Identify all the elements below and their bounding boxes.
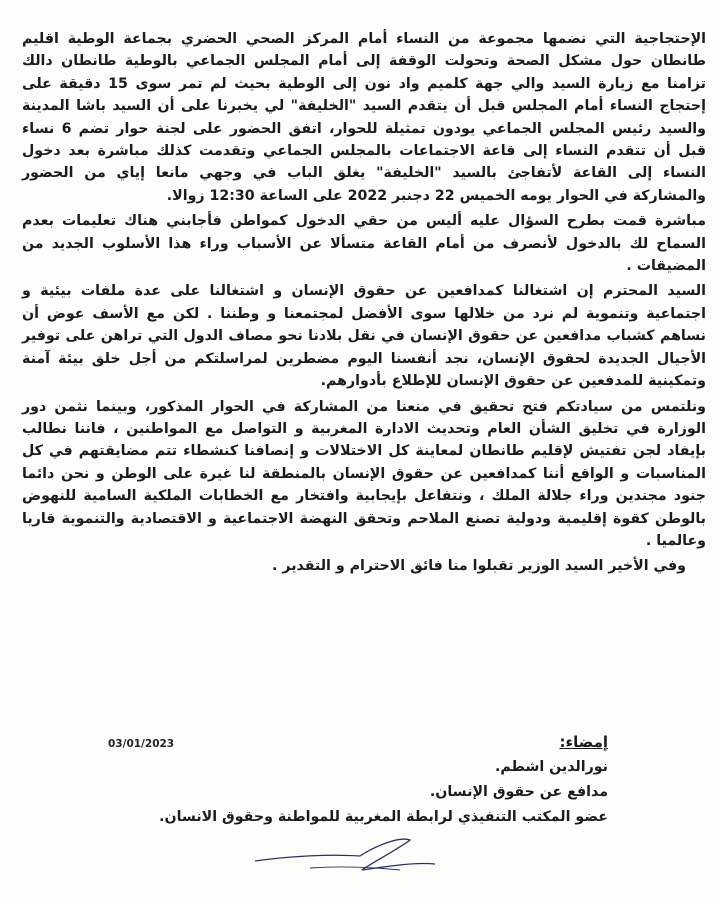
signature-heading: إمضاء: [559, 733, 608, 751]
letter-date: 03/01/2023 [108, 738, 175, 750]
handwritten-signature [250, 826, 450, 886]
paragraph-human-rights-work: السيد المحترم إن اشتغالنا كمدافعين عن حقوق الإنسان و اشتغالنا على عدة ملفات بيئية و اجتماعية وتنموية لم نرد من خلالها سوى الأفضل لمجتمعنا و وطننا . لكن مع الأسف عوض أن نساهم كشباب مدافعين عن حقوق الإنسان في نقل بلادنا نحو مصاف الدول التي تراهن على توفير الأجيال الجديدة لحقوق الإنسان، نجد أنفسنا اليوم مضطرين لمراسلتكم من أجل خلق بيئة آمنة وتمكينية للمدفعين عن حقوق الإنسان للإطلاع بأدوارهم. [22, 283, 706, 390]
paragraph-protest-account: الإحتجاجية التي نضمها مجموعة من النساء أمام المركز الصحي الحضري بجماعة الوطية اقليم طانطان حول مشكل الصحة وتحولت الوقفة إلى أمام المجلس الجماعي بالوطية طانطان دالك تزامنا مع زيارة السيد والي جهة كلميم واد نون إلى الوطية بحيث لم تمر سوى 15 دقيقة على إحتجاج النساء أمام المجلس قبل أن يتقدم السيد "الخليفة" لي يخبرنا على أن السيد باشا المدينة والسيد رئيس المجلس الجماعي يودون تمثيلة للحوار، اتفق الحضور على لجنة حوار تضم 6 نساء قبل أن تتقدم النساء إلى قاعة الاجتماعات بالمجلس الجماعي وتقدمت كذلك مباشرة بعد دخول النساء إلى القاعة لأتفاجئ بالسيد "الخليفة" يغلق الباب في وجهي مانعا إياي من الحضور والمشاركة في الحوار يومه الخميس 22 دجنبر 2022 على الساعة 12:30 زوالا. [22, 31, 706, 204]
signer-name: نورالدين اشطم. [495, 759, 608, 775]
paragraph-request-investigation: ونلتمس من سيادتكم فتح تحقيق في منعنا من المشاركة في الحوار المذكور، وبينما نثمن دور الوزارة في تخليق الشأن العام وتحديث الادارة المغربية و التواصل مع المواطنين ، فاننا نطالب بإيفاد لجن تفتيش لإقليم طانطان لمعاينة كل الاختلالات و إنصافنا كنشطاء تتم مضايقتهم في كل المناسبات و الواقع أننا كمدافعين عن حقوق الإنسان بالمنطقة لنا غيرة على الوطن و نحن دائما جنود مجندين وراء جلالة الملك ، ونتفاعل بإيجابية وافتخار مع الخطابات الملكية السامية للنهوض بالوطن كقوة إقليمية ودولية تصنع الملاحم وتحقق النهضة الاجتماعية و الاقتصادية والتنموية قاريا وعالميا . [22, 398, 706, 549]
letter-body [22, 28, 706, 578]
signer-role: مدافع عن حقوق الإنسان. [429, 784, 608, 800]
signer-membership: عضو المكتب التنفيذي لرابطة المغربية للمواطنة وحقوق الانسان. [159, 809, 608, 825]
closing-line: وفي الأخير السيد الوزير تقبلوا منا فائق الاحترام و التقدير . [272, 558, 686, 575]
paragraph-entry-denied: مباشرة قمت بطرح السؤال عليه أليس من حقي الدخول كمواطن فأجابني هناك تعليمات بعدم السماح لك بالدخول لأنصرف من أمام القاعة متسألا عن الأسباب وراء هذا الأسلوب الجديد من المضيقات . [22, 213, 706, 275]
signature-block [159, 730, 608, 830]
